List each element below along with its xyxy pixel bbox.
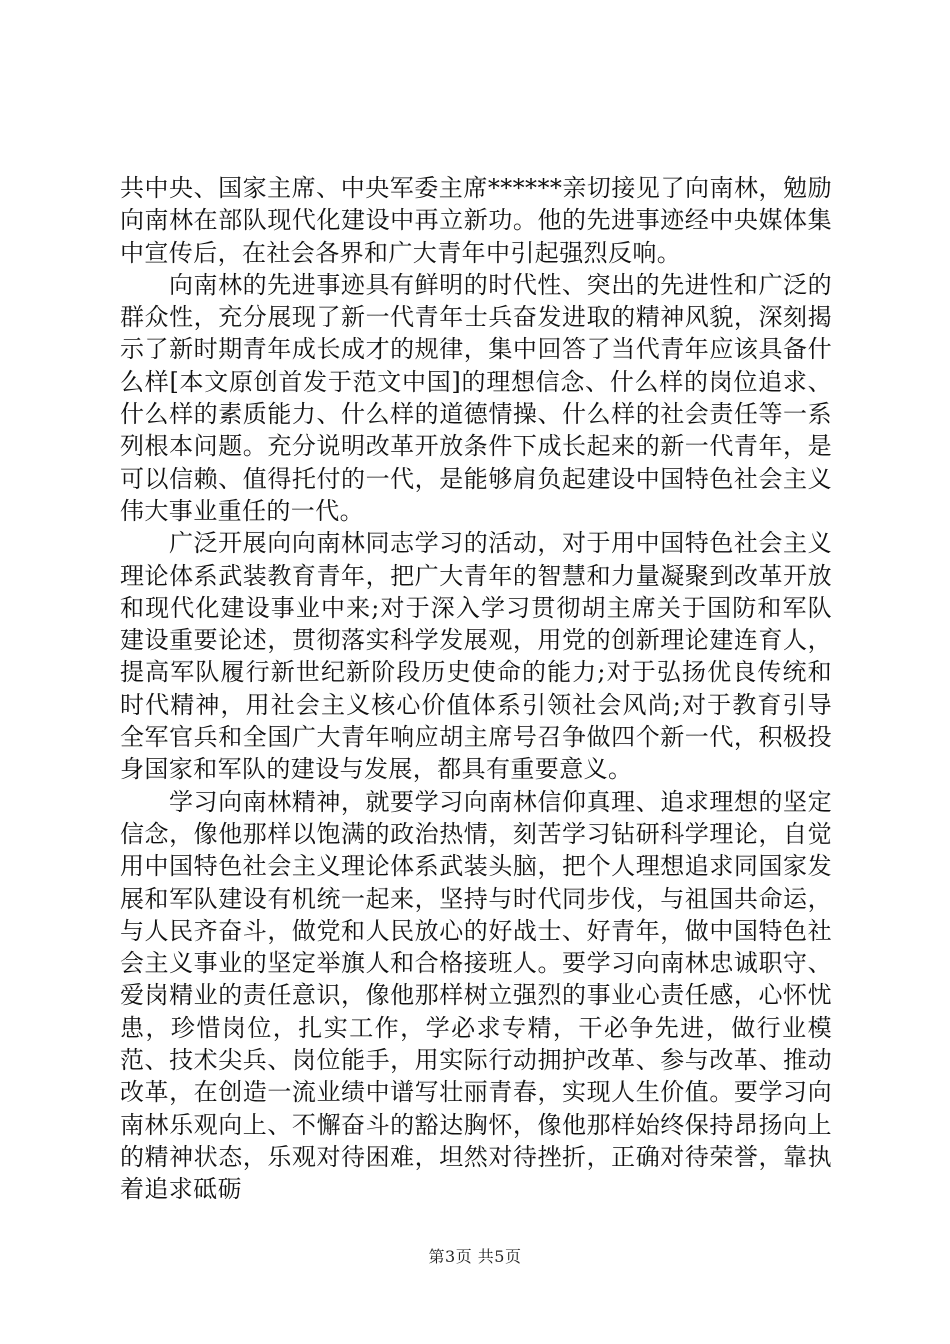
paragraph-3: 广泛开展向向南林同志学习的活动，对于用中国特色社会主义理论体系武装教育青年，把广大青年的智慧和力量凝聚到改革开放和现代化建设事业中来;对于深入学习贯彻胡主席关于国防和军队建设重要论述，贯彻落实科学发展观，用党的创新理论建连育人，提高军队履行新世纪新阶段历史使命的能力;对于弘扬优良传统和时代精神，用社会主义核心价值体系引领社会风尚;对于教育引导全军官兵和全国广大青年响应胡主席号召争做四个新一代，积极投身国家和军队的建设与发展，都具有重要意义。 (120, 529, 832, 784)
paragraph-2: 向南林的先进事迹具有鲜明的时代性、突出的先进性和广泛的群众性，充分展现了新一代青年士兵奋发进取的精神风貌，深刻揭示了新时期青年成长成才的规律，集中回答了当代青年应该具备什么样[本文原创首发于范文中国]的理想信念、什么样的岗位追求、什么样的素质能力、什么样的道德情操、什么样的社会责任等一系列根本问题。充分说明改革开放条件下成长起来的新一代青年，是可以信赖、值得托付的一代，是能够肩负起建设中国特色社会主义伟大事业重任的一代。 (120, 270, 832, 525)
document-body (120, 172, 832, 1206)
page-number-footer: 第3页 共5页 (428, 1247, 522, 1266)
paragraph-1: 共中央、国家主席、中央军委主席******亲切接见了向南林，勉励向南林在部队现代化建设中再立新功。他的先进事迹经中央媒体集中宣传后，在社会各界和广大青年中引起强烈反响。 (120, 174, 832, 267)
paragraph-4: 学习向南林精神，就要学习向南林信仰真理、追求理想的坚定信念，像他那样以饱满的政治热情，刻苦学习钻研科学理论，自觉用中国特色社会主义理论体系武装头脑，把个人理想追求同国家发展和军队建设有机统一起来，坚持与时代同步伐，与祖国共命运，与人民齐奋斗，做党和人民放心的好战士、好青年，做中国特色社会主义事业的坚定举旗人和合格接班人。要学习向南林忠诚职守、爱岗精业的责任意识，像他那样树立强烈的事业心责任感，心怀忧患，珍惜岗位，扎实工作，学必求专精，干必争先进，做行业模范、技术尖兵、岗位能手，用实际行动拥护改革、参与改革、推动改革，在创造一流业绩中谱写壮丽青春，实现人生价值。要学习向南林乐观向上、不懈奋斗的豁达胸怀，像他那样始终保持昂扬向上的精神状态，乐观对待困难，坦然对待挫折，正确对待荣誉，靠执着追求砥砺 (120, 787, 832, 1204)
